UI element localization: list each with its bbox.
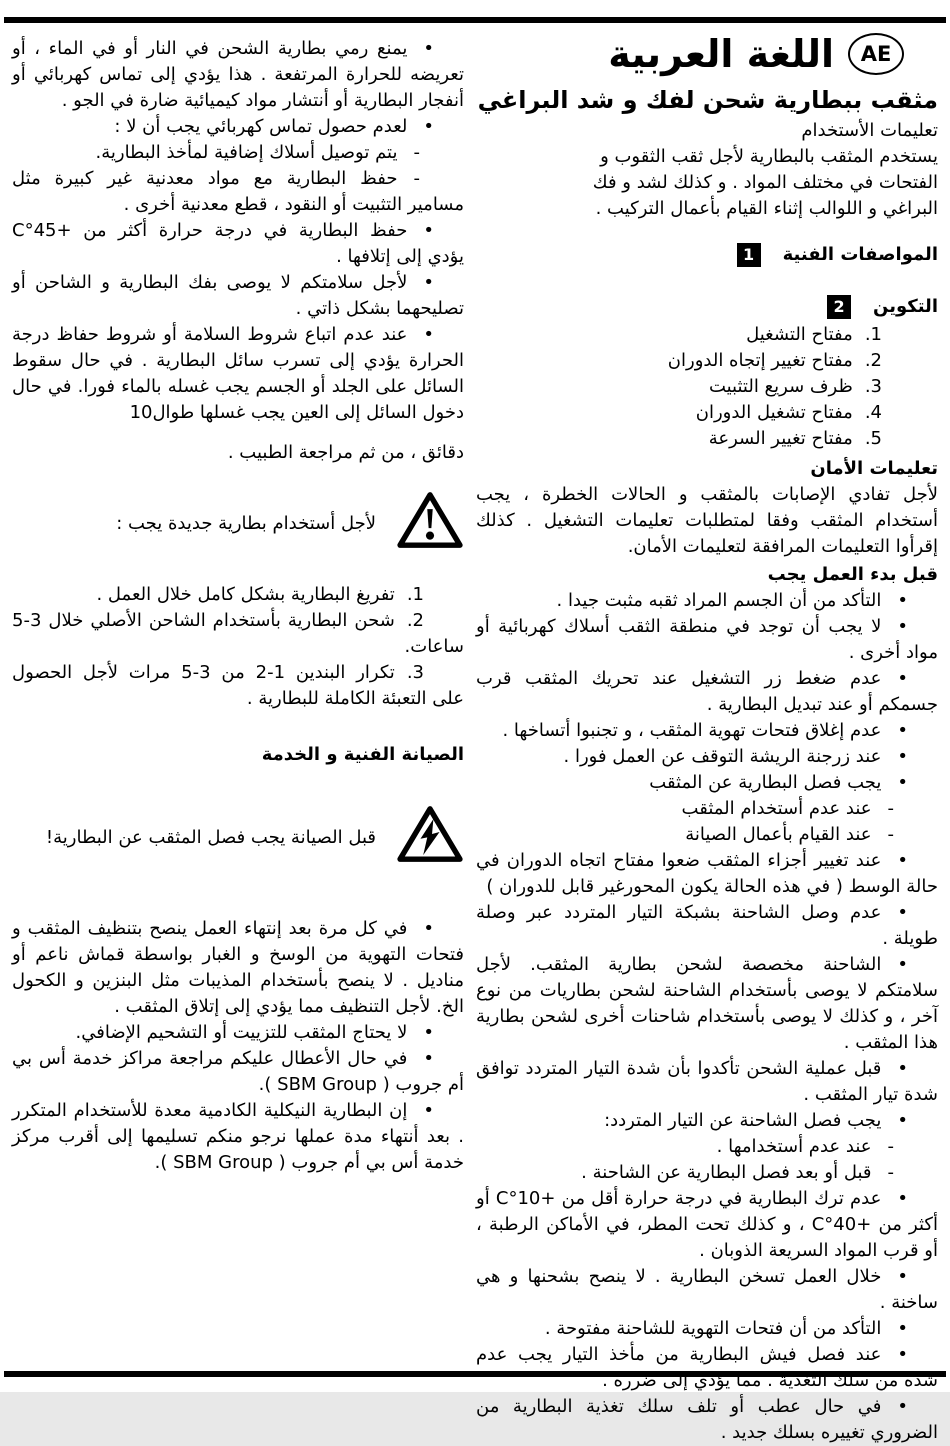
item-text: مفتاح التشغيل <box>746 324 853 345</box>
figure-reference-1: 1 <box>737 243 761 267</box>
figure-reference-2: 2 <box>827 295 851 319</box>
warning-lightning-icon <box>396 804 464 872</box>
bullet-text: خلال العمل تسخن البطارية . لا ينصح بشحنها و هي ساخنة . <box>476 1266 938 1313</box>
bullet-marker: • <box>897 616 908 637</box>
item-text: شحن البطارية بأستخدام الشاحن الأصلي خلال 3-5 ساعات. <box>12 610 464 657</box>
left-column <box>12 36 464 1176</box>
dash-marker: - <box>887 1162 894 1183</box>
battery-bullet <box>12 270 464 322</box>
bullet-marker: • <box>423 1022 434 1043</box>
safety-bullet <box>476 744 938 770</box>
dash-marker: - <box>887 824 894 845</box>
safety-sub-item <box>476 1134 938 1160</box>
bullet-text: التأكد من أن فتحات التهوية للشاحنة مفتوحة . <box>544 1318 882 1339</box>
item-number: 2. <box>864 350 882 371</box>
dash-marker: - <box>413 168 420 189</box>
bullet-marker: • <box>897 1188 908 1209</box>
top-divider <box>4 17 946 23</box>
bullet-text: قبل عملية الشحن تأكدوا بأن شدة التيار المتردد توافق شدة تيار المثقب . <box>476 1058 938 1105</box>
spec-section-heading <box>476 242 938 268</box>
spec-heading-label: المواصفات الفنية <box>782 244 938 265</box>
bullet-marker: • <box>423 220 434 241</box>
bullet-text: في حال عطب أو تلف سلك تغذية البطارية من الضروري تغييره بسلك جديد . <box>476 1396 938 1443</box>
service-warning <box>12 804 464 872</box>
item-text: مفتاح تشغيل الدوران <box>695 402 853 423</box>
new-battery-warning <box>12 490 464 558</box>
battery-sub-item <box>12 166 464 218</box>
bullet-marker: • <box>897 668 908 689</box>
bullet-text: عند فصل فيش البطارية من مأخذ التيار يجب عدم شده من سلك التغذية . مما يؤدي إلى ضرره . <box>476 1344 938 1391</box>
part-list-item <box>476 400 938 426</box>
safety-bullet <box>476 900 938 952</box>
bullet-text: عند القيام بأعمال الصيانة <box>685 824 872 845</box>
bullet-text: عدم ضغط زر التشغيل عند تحريك المثقب قرب جسمكم أو عند تبديل البطارية . <box>476 668 938 715</box>
bullet-marker: • <box>897 954 908 975</box>
service-heading: الصيانة الفنية و الخدمة <box>261 744 464 765</box>
right-column <box>476 32 938 1446</box>
safety-bullet <box>476 770 938 796</box>
layout-heading-label: التكوين <box>873 296 938 317</box>
safety-bullet <box>476 1186 938 1264</box>
doctor-note: دقائق ، من ثم مراجعة الطبيب . <box>227 442 464 463</box>
bullet-marker: • <box>897 1318 908 1339</box>
page-title: اللغة العربية <box>608 32 834 76</box>
safety-bullet <box>476 588 938 614</box>
bullet-marker: • <box>897 902 908 923</box>
warning-exclamation-icon <box>396 490 464 558</box>
safety-bullet <box>476 1342 938 1394</box>
service-bullet <box>12 1098 464 1176</box>
bullet-marker: • <box>897 1266 908 1287</box>
before-work-heading: قبل بدء العمل يجب <box>767 564 938 585</box>
bullet-text: لا يحتاج المثقب للتزييت أو التشحيم الإضافي. <box>75 1022 408 1043</box>
bullet-marker: • <box>897 720 908 741</box>
warning-text: قبل الصيانة يجب فصل المثقب عن البطارية! <box>45 827 376 848</box>
safety-bullet <box>476 1056 938 1108</box>
bullet-marker: • <box>897 772 908 793</box>
item-number: 3. <box>864 376 882 397</box>
bullet-text: في كل مرة بعد إنتهاء العمل ينصح بتنظيف المثقب و فتحات التهوية من الوسخ و الغبار بواسطة قماش ناعم أو مناديل . لا ينصح بأستخدام المذيبات مثل البنزين و الكحول الخ. لأجل التنظيف مما يؤدي إلى إتلاق المثقب . <box>12 918 464 1017</box>
bullet-text: إن البطارية النيكلية الكادمية معدة للأستخدام المتكرر . بعد أنتهاء مدة عملها نرجو منكم تسليمها إلى أقرب مركز خدمة أس بي أم جروب ( SBM Group ). <box>12 1100 464 1173</box>
bullet-text: عند تغيير أجزاء المثقب ضعوا مفتاح اتجاه الدوران في حالة الوسط ( في هذه الحالة يكون المحورغير قابل للدوران ) <box>476 850 938 897</box>
safety-bullet <box>476 848 938 900</box>
bullet-text: يجب فصل الشاحنة عن التيار المتردد: <box>604 1110 882 1131</box>
bullet-marker: • <box>897 850 908 871</box>
service-bullet <box>12 1046 464 1098</box>
battery-steps <box>12 582 464 712</box>
usage-heading: تعليمات الأستخدام <box>801 120 938 141</box>
bullet-marker: • <box>423 918 434 939</box>
bullet-marker: • <box>897 590 908 611</box>
item-number: 1. <box>406 584 424 605</box>
safety-bullet <box>476 1316 938 1342</box>
bullet-text: عند عدم أستخدام المثقب <box>681 798 872 819</box>
bullet-text: لعدم حصول تماس كهربائي يجب أن لا : <box>114 116 408 137</box>
item-text: مفتاح تغيير إتجاه الدوران <box>667 350 853 371</box>
bullet-text: حفظ البطارية مع مواد معدنية غير كبيرة مثل مسامير التثبيت أو النقود ، قطع معدنية أخرى . <box>12 168 464 215</box>
dash-marker: - <box>887 1136 894 1157</box>
bullet-marker: • <box>423 116 434 137</box>
bullet-text: عند عدم أستخدامها . <box>716 1136 872 1157</box>
product-title: مثقب ببطارية شحن لفك و شد البراغي <box>477 86 938 114</box>
bullet-marker: • <box>897 746 908 767</box>
bullet-text: عدم ترك البطارية في درجة حرارة أقل من +10°C أو أكثر من +40°C ، و كذلك تحت المطر، في الأماكن الرطبة ، أو قرب المواد السريعة الذوبان . <box>476 1188 938 1261</box>
safety-bullet <box>476 1108 938 1134</box>
step-item <box>12 582 464 608</box>
item-text: ظرف سريع التثبيت <box>708 376 853 397</box>
warning-text: لأجل أستخدام بطارية جديدة يجب : <box>116 513 376 534</box>
step-item <box>12 608 464 660</box>
service-bullet <box>12 1020 464 1046</box>
item-number: 3. <box>406 662 424 683</box>
bullet-text: لا يجب أن توجد في منطقة الثقب أسلاك كهربائية أو مواد أخرى . <box>476 616 938 663</box>
battery-sub-item <box>12 140 464 166</box>
item-text: مفتاح تغيير السرعة <box>708 428 853 449</box>
item-number: 4. <box>864 402 882 423</box>
bullet-marker: • <box>897 1110 908 1131</box>
bullet-text: التأكد من أن الجسم المراد ثقبه مثبت جيدا . <box>556 590 882 611</box>
battery-bullet <box>12 36 464 114</box>
safety-bullet <box>476 1394 938 1446</box>
bullet-marker: • <box>897 1058 908 1079</box>
dash-marker: - <box>413 142 420 163</box>
item-number: 1. <box>864 324 882 345</box>
safety-bullet <box>476 718 938 744</box>
language-badge: AE <box>848 33 904 75</box>
bullet-text: في حال الأعطال عليكم مراجعة مراكز خدمة أس بي أم جروب ( SBM Group ). <box>12 1048 464 1095</box>
step-item <box>12 660 464 712</box>
safety-bullet <box>476 1264 938 1316</box>
part-list-item <box>476 374 938 400</box>
safety-heading: تعليمات الأمان <box>810 458 938 479</box>
safety-bullet <box>476 952 938 1056</box>
bullet-text: عند عدم اتباع شروط السلامة أو شروط حفاظ درجة الحرارة يؤدي إلى تسرب سائل البطارية . في حال سقوط السائل على الجلد أو الجسم يجب غسله بالماء فورا. في حال دخول السائل إلى العين يجب غسلها طوال10 <box>12 324 464 423</box>
bullet-marker: • <box>423 38 434 59</box>
safety-bullet <box>476 666 938 718</box>
bullet-text: عند زرجنة الريشة التوقف عن العمل فورا . <box>563 746 882 767</box>
language-header <box>476 32 904 76</box>
bullet-text: يتم توصيل أسلاك إضافية لمأخذ البطارية. <box>95 142 398 163</box>
bullet-marker: • <box>897 1396 908 1417</box>
bullet-text: لأجل سلامتكم لا يوصى بفك البطارية و الشاحن أو تصليحهما بشكل ذاتي . <box>12 272 464 319</box>
bullet-text: الشاحنة مخصصة لشحن بطارية المثقب. لأجل سلامتكم لا يوصى بأستخدام الشاحنة لشحن بطاريات من نوع آخر ، و كذلك لا يوصى بأستخدام شاحنات أخرى لشحن بطارية هذا المثقب . <box>476 954 938 1053</box>
safety-intro: لأجل تفادي الإصابات بالمثقب و الحالات الخطرة ، يجب أستخدام المثقب وفقا لمتطلبات تعليمات التشغيل . كذلك إقرأوا التعليمات المرافقة لتعليمات الأمان. <box>476 484 938 557</box>
bullet-text: يمنع رمي بطارية الشحن في النار أو في الماء ، أو تعريضه للحرارة المرتفعة . هذا يؤدي إلى تماس كهربائي أو أنفجار البطارية أو أنتشار مواد كيميائية ضارة في الجو . <box>12 38 464 111</box>
safety-sub-item <box>476 1160 938 1186</box>
item-number: 5. <box>864 428 882 449</box>
bullet-marker: • <box>423 324 434 345</box>
bullet-marker: • <box>897 1344 908 1365</box>
safety-sub-item <box>476 796 938 822</box>
bullet-text: قبل أو بعد فصل البطارية عن الشاحنة . <box>581 1162 872 1183</box>
service-bullet <box>12 916 464 1020</box>
part-list-item <box>476 426 938 452</box>
battery-bullet <box>12 322 464 426</box>
safety-sub-item <box>476 822 938 848</box>
bullet-text: عدم وصل الشاحنة بشبكة التيار المتردد عبر وصلة طويلة . <box>476 902 938 949</box>
item-text: تفريغ البطارية بشكل كامل خلال العمل . <box>96 584 395 605</box>
bullet-marker: • <box>423 1100 434 1121</box>
safety-bullet <box>476 614 938 666</box>
battery-bullet <box>12 114 464 140</box>
bullet-text: يجب فصل البطارية عن المثقب <box>649 772 882 793</box>
bullet-text: عدم إغلاق فتحات تهوية المثقب ، و تجنبوا أتساخها . <box>502 720 882 741</box>
part-list-item <box>476 348 938 374</box>
part-list-item <box>476 322 938 348</box>
bullet-marker: • <box>423 1048 434 1069</box>
battery-bullet <box>12 218 464 270</box>
dash-marker: - <box>887 798 894 819</box>
item-text: تكرار البندين 1-2 من 3-5 مرات لأجل الحصول على التعبئة الكاملة للبطارية . <box>12 662 464 709</box>
bullet-text: حفظ البطارية في درجة حرارة أكثر من +45°C يؤدي إلى إتلافها . <box>12 220 464 267</box>
layout-section-heading <box>476 294 938 320</box>
item-number: 2. <box>406 610 424 631</box>
intro-paragraph: يستخدم المثقب بالبطارية لأجل ثقب الثقوب و الفتحات في مختلف المواد . و كذلك لشد و فك البراغي و اللوالب إثناء القيام بأعمال التركيب . <box>592 146 938 219</box>
bullet-marker: • <box>423 272 434 293</box>
